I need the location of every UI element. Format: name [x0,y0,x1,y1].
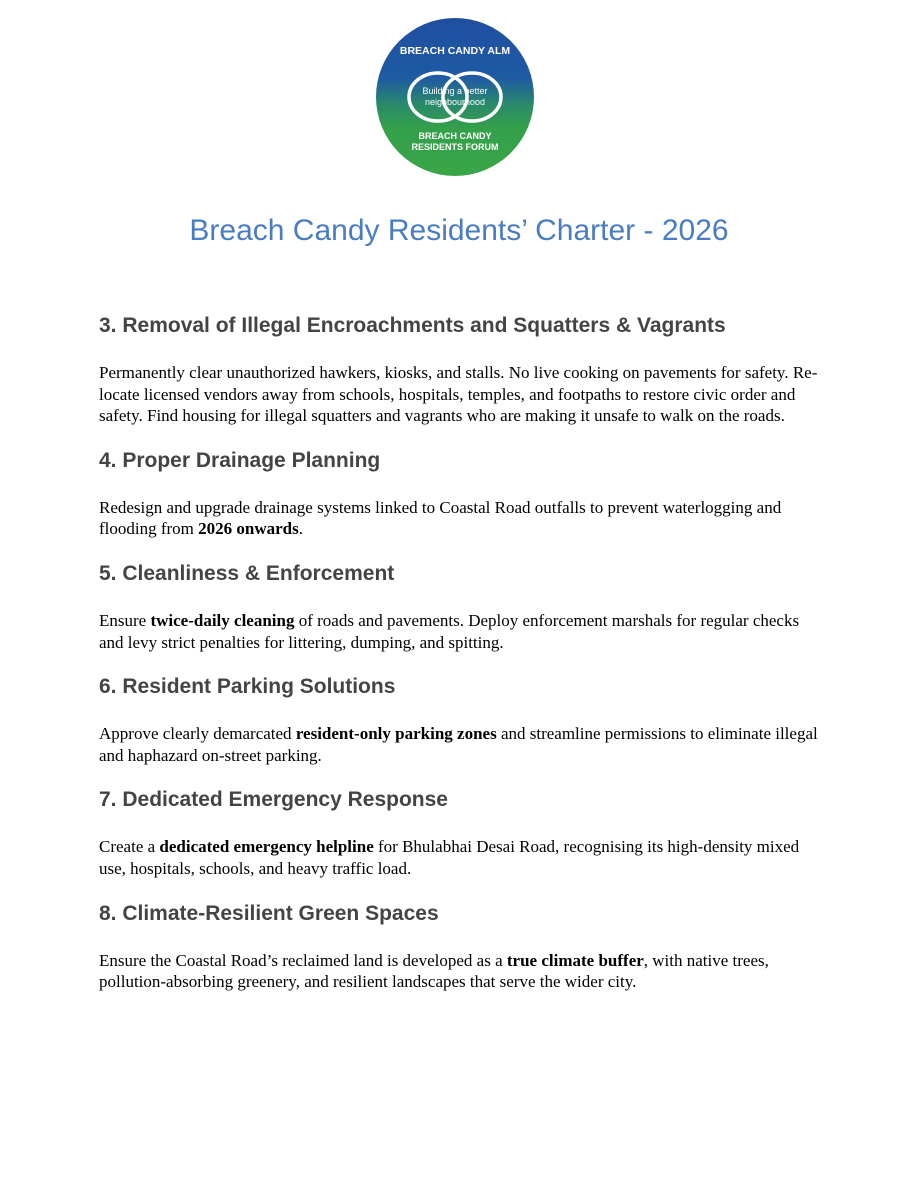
body-text: of roads and pavements. Deploy enforcement marshals for regular checks and levy strict penalties for littering, dumping, and spitting. [99,610,800,652]
section-cleanliness [99,560,819,653]
logo-center-line2: neighbourhood [424,97,486,107]
body-text: . [298,519,304,539]
section-heading: 6. Resident Parking Solutions [99,675,396,699]
body-text: Ensure the Coastal Road’s reclaimed land is developed as a [99,950,507,970]
body-bold: 2026 onwards [198,519,299,539]
logo-bottom-line2: RESIDENTS FORUM [411,142,499,152]
section-heading: 8. Climate-Resilient Green Spaces [99,901,439,925]
body-bold: twice-daily cleaning [150,610,295,630]
body-text: and streamline permissions to eliminate illegal and haphazard on-street parking. [99,724,818,765]
body-bold: resident-only parking zones [295,724,497,744]
section-drainage [99,447,819,540]
document-title: Breach Candy Residents’ Charter - 2026 [189,214,729,247]
section-emergency [99,786,819,879]
logo-bottom-line1: BREACH CANDY [418,131,492,141]
section-body [99,836,819,879]
charter-content [99,312,819,1013]
body-text: Redesign and upgrade drainage systems linked to Coastal Road outfalls to prevent waterlogging and flooding from [99,497,782,539]
logo-center-line1: Building a better [422,86,488,96]
section-body [99,610,819,653]
body-text: , with native trees, pollution-absorbing greenery, and resilient landscapes that serve the wider city. [99,950,769,992]
body-text: Create a [99,837,160,857]
section-parking [99,673,819,766]
body-bold: dedicated emergency helpline [159,837,374,857]
body-text: for Bhulabhai Desai Road, recognising its high-density mixed use, hospitals, schools, and heavy traffic load. [99,837,800,878]
section-heading: 5. Cleanliness & Enforcement [99,561,395,585]
section-body [99,723,819,766]
section-body [99,497,819,540]
body-text: Ensure [99,610,151,630]
section-heading: 4. Proper Drainage Planning [99,448,381,472]
section-green-spaces [99,900,819,993]
forum-logo [376,18,534,176]
section-heading: 7. Dedicated Emergency Response [99,788,448,812]
body-text: Approve clearly demarcated [99,724,296,744]
section-heading: 3. Removal of Illegal Encroachments and Squatters & Vagrants [99,314,726,337]
section-body [99,950,819,993]
body-bold: true climate buffer [506,950,644,970]
section-encroachments [99,312,819,427]
logo-top-text: BREACH CANDY ALM [399,45,511,57]
section-body: Permanently clear unauthorized hawkers, kiosks, and stalls. No live cooking on pavements for safety. Re-locate licensed vendors away from schools, hospitals, temples, and footpaths to restore civic order and safety. Find housing for illegal squatters and vagrants who are making it unsafe to walk on the roads. [99,363,818,426]
